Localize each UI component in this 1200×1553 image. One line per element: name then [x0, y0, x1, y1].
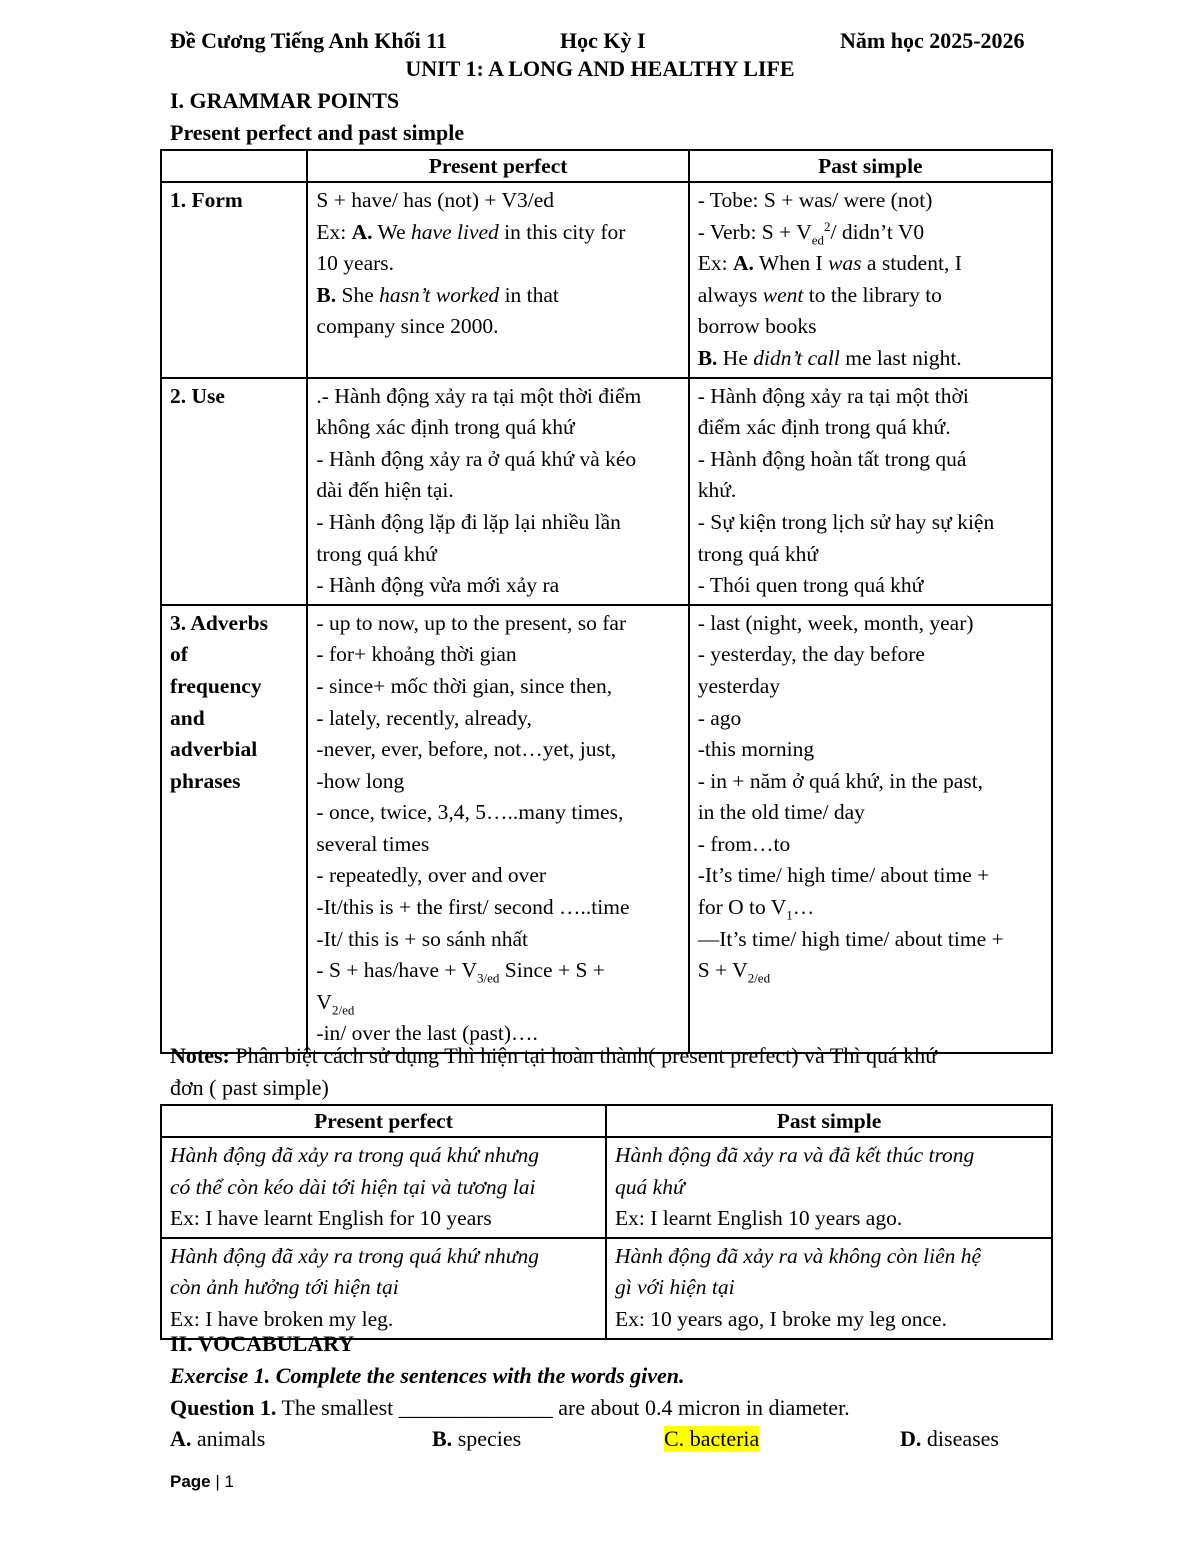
option-a[interactable]: A. animals	[170, 1426, 266, 1451]
form-present-cell	[307, 182, 688, 378]
table-row-form	[161, 182, 1052, 378]
form-present-example-a-cont: 10 years.	[316, 251, 395, 276]
adverbs-present-line: -never, ever, before, not…yet, just,	[316, 737, 617, 762]
adverbs-past-formula: $S + V_{2/ed}$	[697, 958, 771, 986]
comparison-present-cell: Hành động đã xảy ra trong quá khứ nhưng có thể còn kéo dài tới hiện tại và tương lai Ex: I have learnt English for 10 years	[161, 1137, 606, 1238]
use-past-line: - Sự kiện trong lịch sử hay sự kiện	[697, 509, 995, 534]
use-present-line: - Hành động vừa mới xảy ra	[316, 573, 560, 598]
use-present-line: dài đến hiện tại.	[316, 478, 454, 503]
adverbs-past-line: - yesterday, the day before	[697, 642, 925, 667]
comparison-col-present-perfect: Present perfect	[161, 1105, 606, 1137]
use-present-line: - Hành động lặp đi lặp lại nhiều lần	[316, 509, 621, 534]
grammar-table	[160, 149, 1053, 1054]
table-row-use	[161, 378, 1052, 605]
use-past-line: trong quá khứ	[697, 541, 819, 566]
table-row-adverbs	[161, 605, 1052, 1053]
comparison-past-cell: Hành động đã xảy ra và đã kết thúc trong quá khứ Ex: I learnt English 10 years ago.	[606, 1137, 1052, 1238]
adverbs-past-line: -It’s time/ high time/ about time +	[697, 863, 990, 888]
notes-line-1: Notes: Phân biệt cách sử dụng Thì hiện tại hoàn thành( present prefect) và Thì quá khứ	[170, 1043, 938, 1068]
section-vocabulary-title: II. VOCABULARY	[170, 1331, 355, 1356]
form-past-example-a: Ex: A. When I was a student, I	[697, 251, 962, 276]
use-past-line: - Thói quen trong quá khứ	[697, 573, 924, 598]
comparison-header-row	[161, 1105, 1052, 1137]
page-number: 1	[224, 1472, 234, 1491]
row-label-use: 2. Use	[161, 378, 307, 605]
table-header-row	[161, 150, 1052, 182]
form-present-formula: S + have/ has (not) + V3/ed	[316, 188, 555, 212]
notes-line-2: đơn ( past simple)	[170, 1075, 329, 1100]
answer-blank: ______________	[398, 1395, 553, 1420]
form-past-tobe: - Tobe: S + was/ were (not)	[697, 188, 933, 212]
adverbs-present-formula-cont: $V_{2/ed}$	[316, 989, 355, 1018]
comparison-row	[161, 1238, 1052, 1339]
adverbs-present-line: - once, twice, 3,4, 5…..many times,	[316, 800, 624, 825]
form-past-example-b: B. He didn’t call me last night.	[697, 345, 962, 370]
adverbs-present-formula: - S + has/have + $V_{3/ed}$ Since + S +	[316, 958, 605, 986]
option-d[interactable]: D. diseases	[900, 1426, 999, 1451]
section-grammar-title: I. GRAMMAR POINTS	[170, 88, 400, 113]
grammar-subtitle: Present perfect and past simple	[170, 120, 465, 145]
use-present-line: - Hành động xảy ra ở quá khứ và kéo	[316, 446, 637, 471]
use-present-line: trong quá khứ	[316, 541, 437, 566]
header-left: Đề Cương Tiếng Anh Khối 11	[170, 28, 448, 53]
row-label-adverbs: 3. Adverbs of frequency and adverbial phrases	[161, 605, 307, 1053]
comparison-row	[161, 1137, 1052, 1238]
adverbs-present-line: - since+ mốc thời gian, since then,	[316, 673, 613, 698]
col-header-present-perfect: Present perfect	[307, 150, 688, 182]
adverbs-past-line: -this morning	[697, 737, 815, 762]
use-past-line: - Hành động xảy ra tại một thời	[697, 383, 969, 408]
adverbs-present-line: -It/this is + the first/ second …..time	[316, 895, 630, 920]
adverbs-present-line: - for+ khoảng thời gian	[316, 642, 517, 667]
adverbs-past-line: - last (night, week, month, year)	[697, 610, 974, 635]
use-past-cell	[689, 378, 1052, 605]
use-past-line: điểm xác định trong quá khứ.	[697, 415, 951, 440]
comparison-present-cell: Hành động đã xảy ra trong quá khứ nhưng còn ảnh hưởng tới hiện tại Ex: I have broken my leg.	[161, 1238, 606, 1339]
col-header-past-simple: Past simple	[689, 150, 1052, 182]
adverbs-past-line: —It’s time/ high time/ about time +	[697, 926, 1004, 951]
header-middle: Học Kỳ I	[560, 28, 646, 53]
adverbs-past-line: in the old time/ day	[697, 800, 865, 825]
form-present-example-b-cont: company since 2000.	[316, 314, 499, 339]
comparison-past-cell: Hành động đã xảy ra và không còn liên hệ gì với hiện tại Ex: 10 years ago, I broke my leg once.	[606, 1238, 1052, 1339]
adverbs-present-line: -in/ over the last (past)….	[316, 1021, 538, 1046]
adverbs-past-line: - ago	[697, 705, 742, 730]
adverbs-present-line: several times	[316, 831, 430, 856]
form-past-example-a-cont: always went to the library to	[697, 282, 942, 307]
use-present-cell	[307, 378, 688, 605]
header-empty-cell	[161, 150, 307, 182]
adverbs-present-line: - up to now, up to the present, so far	[316, 610, 627, 635]
unit-title: UNIT 1: A LONG AND HEALTHY LIFE	[405, 56, 795, 81]
form-present-example-a: Ex: A. We have lived in this city for	[316, 219, 626, 244]
adverbs-past-line: - in + năm ở quá khứ, in the past,	[697, 768, 984, 793]
use-present-line: không xác định trong quá khứ	[316, 415, 575, 440]
use-present-line: .- Hành động xảy ra tại một thời điểm	[316, 383, 642, 408]
comparison-col-past-simple: Past simple	[606, 1105, 1052, 1137]
adverbs-present-line: -It/ this is + so sánh nhất	[316, 926, 529, 951]
comparison-table	[160, 1104, 1053, 1340]
use-past-line: khứ.	[697, 478, 737, 503]
option-b[interactable]: B. species	[432, 1426, 522, 1451]
row-label-form: 1. Form	[161, 182, 307, 378]
form-past-example-a-cont2: borrow books	[697, 314, 817, 339]
adverbs-past-line: - from…to	[697, 831, 791, 856]
use-past-line: - Hành động hoàn tất trong quá	[697, 446, 967, 471]
adverbs-present-line: - lately, recently, already,	[316, 705, 532, 730]
form-past-cell	[689, 182, 1052, 378]
adverbs-past-cell	[689, 605, 1052, 1053]
form-past-verb: - Verb: $S + V_{ed}^2/$ didn’t V0	[697, 218, 925, 247]
adverbs-present-cell	[307, 605, 688, 1053]
question-1-text: Question 1. The smallest ______________ are about 0.4 micron in diameter.	[170, 1395, 850, 1420]
adverbs-past-line: yesterday	[697, 673, 781, 698]
form-present-example-b: B. She hasn’t worked in that	[316, 282, 559, 307]
exercise-1-title: Exercise 1. Complete the sentences with the words given.	[170, 1363, 685, 1388]
adverbs-past-formula: for O to $V_1\dots$	[697, 895, 815, 923]
header-right: Năm học 2025-2026	[840, 28, 1025, 53]
adverbs-present-line: - repeatedly, over and over	[316, 863, 547, 888]
option-c-highlighted[interactable]: C. bacteria	[664, 1426, 760, 1451]
adverbs-present-line: -how long	[316, 768, 405, 793]
page-footer: Page | 1	[170, 1472, 234, 1491]
